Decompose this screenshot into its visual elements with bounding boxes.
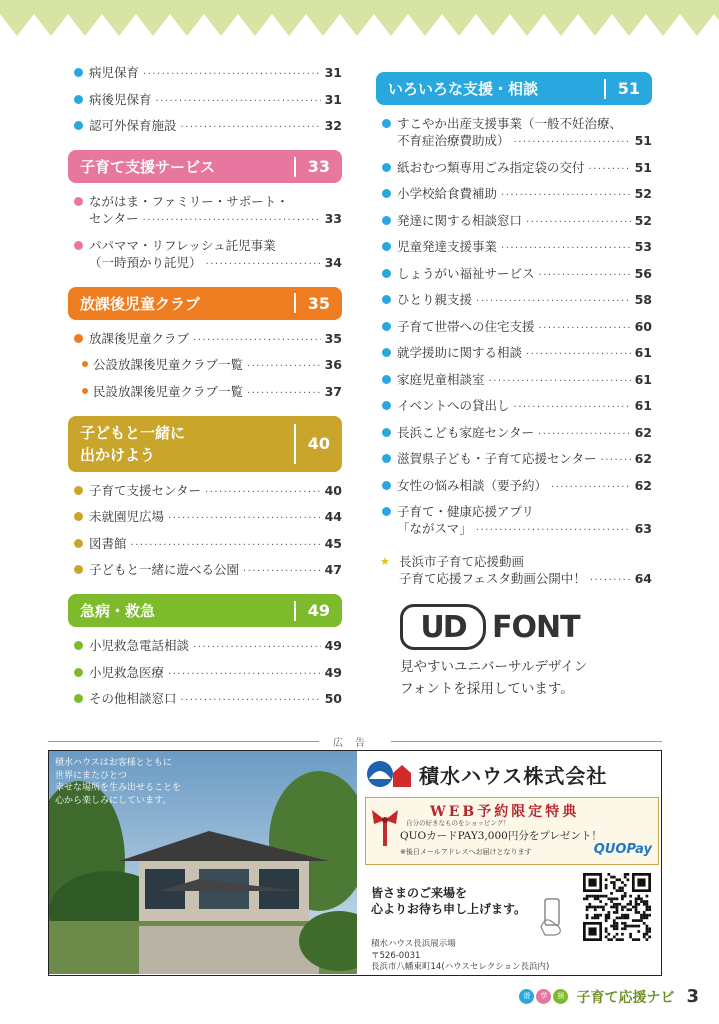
toc-item-label: 小児救急医療	[89, 664, 165, 680]
udfont-notice	[400, 604, 587, 700]
leader-dots	[601, 452, 631, 469]
toc-item-text	[89, 64, 342, 83]
ad-content	[365, 757, 659, 971]
ad-label: 広告	[333, 737, 377, 749]
bullet-dot-icon	[82, 361, 88, 367]
toc-item-label: 公設放課後児童クラブ一覧	[93, 357, 244, 372]
toc-item-text	[397, 477, 652, 496]
toc-item[interactable]	[68, 637, 342, 656]
section-title: いろいろな支援・相談	[388, 80, 539, 98]
left-column	[68, 64, 342, 717]
toc-item-page: 51	[634, 159, 652, 175]
bullet-dot-icon	[74, 334, 83, 343]
toc-item-label: パパママ・リフレッシュ託児事業	[89, 237, 276, 253]
toc-item-line	[93, 356, 342, 375]
toc-item-page: 61	[634, 345, 652, 360]
ribbon-icon	[368, 808, 402, 848]
toc-item-label: ながはま・ファミリー・サポート・	[89, 194, 289, 209]
toc-item-page: 61	[634, 398, 652, 413]
toc-item-label: 小学校給食費補助	[397, 186, 498, 201]
bullet-dot-icon	[74, 241, 83, 250]
toc-item-page: 64	[634, 571, 652, 586]
toc-item-page: 51	[634, 133, 652, 148]
toc-item-line	[89, 664, 342, 683]
toc-item[interactable]	[68, 330, 342, 349]
toc-item-line	[89, 330, 342, 349]
toc-item-text	[89, 508, 342, 527]
toc-item-line	[397, 132, 652, 151]
toc-item-text	[397, 503, 652, 539]
section-page-number: 40	[307, 434, 330, 453]
toc-item-label: 就学援助に関する相談	[397, 345, 523, 360]
udfont-desc-line1: 見やすいユニバーサルデザイン	[400, 659, 588, 675]
toc-item[interactable]	[68, 64, 342, 83]
section-title-line2: 出かけよう	[80, 445, 156, 464]
toc-item-label: ひとり親支援	[397, 292, 473, 307]
toc-item[interactable]	[376, 185, 652, 204]
toc-item-label: 病後児保育	[89, 91, 152, 107]
leader-dots	[526, 214, 631, 231]
toc-item-page: 35	[324, 330, 342, 346]
toc-item[interactable]	[68, 91, 342, 110]
footer-brand: 子育て応援ナビ	[576, 989, 675, 1006]
toc-item-line	[89, 254, 342, 273]
section-title-line1: 子どもと一緒に	[80, 423, 186, 442]
showroom-info	[371, 939, 549, 974]
toc-item-line	[397, 265, 652, 284]
leader-dots	[489, 373, 631, 390]
bullet-dot-icon	[382, 295, 391, 304]
udfont-logo-word: FONT	[492, 609, 580, 645]
toc-item[interactable]	[376, 450, 652, 469]
toc-item[interactable]	[376, 212, 652, 231]
toc-item[interactable]	[376, 553, 652, 589]
toc-item-page: 45	[324, 535, 342, 551]
ad-photo-caption-line: 心から楽しみにしています。	[55, 795, 172, 806]
toc-item-line	[397, 424, 652, 443]
toc-item-text	[397, 450, 652, 469]
bullet-dot-icon	[74, 539, 83, 548]
toc-item-page: 34	[324, 254, 342, 270]
leader-dots	[538, 426, 631, 443]
ad-label-line-left	[48, 741, 319, 742]
udfont-description	[400, 656, 587, 700]
bullet-dot-icon	[382, 322, 391, 331]
toc-item-text	[397, 344, 652, 363]
leader-dots	[168, 666, 321, 683]
bullet-dot-icon	[74, 512, 83, 521]
leader-dots	[131, 537, 321, 554]
bullet-dot-icon	[382, 348, 391, 357]
bullet-dot-icon	[382, 375, 391, 384]
toc-item-label: 小児救急電話相談	[89, 638, 190, 653]
toc-item-line	[397, 185, 652, 204]
section-header[interactable]	[68, 416, 342, 472]
sekisui-logo-icon	[365, 759, 413, 789]
leader-dots	[168, 510, 321, 527]
leader-dots	[247, 385, 321, 402]
toc-item-line	[89, 117, 342, 136]
top-zigzag-border	[0, 0, 719, 40]
toc-item-label: その他相談窓口	[89, 691, 177, 706]
section-page-number: 49	[307, 601, 330, 620]
section-header[interactable]	[68, 287, 342, 320]
toc-item-page: 62	[634, 451, 652, 466]
bullet-dot-icon	[74, 641, 83, 650]
toc-item-text	[397, 115, 652, 151]
leader-dots	[143, 212, 321, 229]
toc-item-line	[397, 318, 652, 337]
toc-item-text	[397, 318, 652, 337]
toc-item-text	[397, 238, 652, 257]
toc-item-label: 長浜市子育て応援動画	[399, 554, 525, 569]
section-title: 子育て支援サービス	[80, 158, 216, 176]
udfont-desc-line2: フォントを採用しています。	[400, 681, 574, 697]
toc-item-label-cont: （一時預かり託児）	[89, 254, 202, 270]
toc-item-label: 子育て支援センター	[89, 482, 202, 498]
toc-item[interactable]	[68, 535, 342, 554]
toc-item-line	[397, 503, 652, 520]
toc-item-line	[89, 64, 342, 83]
toc-item-page: 49	[324, 638, 342, 653]
toc-item-line	[397, 477, 652, 496]
toc-item[interactable]	[68, 237, 342, 273]
leader-dots	[205, 484, 321, 501]
leader-dots	[181, 119, 321, 136]
toc-item-line	[89, 237, 342, 254]
toc-item[interactable]	[68, 664, 342, 683]
toc-item-page: 33	[324, 211, 342, 226]
toc-item-label: 児童発達支援事業	[397, 239, 498, 254]
leader-dots	[526, 346, 631, 363]
toc-item-label: 認可外保育施設	[89, 118, 177, 133]
toc-item-line	[399, 570, 652, 589]
ad-label-line-right	[391, 741, 662, 742]
toc-item-line	[397, 212, 652, 231]
section-header-divider	[604, 79, 606, 99]
toc-item-line	[89, 193, 342, 210]
toc-item-line	[89, 637, 342, 656]
toc-item[interactable]	[376, 503, 652, 539]
leader-dots	[206, 256, 321, 273]
welcome-line2: 心よりお待ち申し上げます。	[371, 902, 527, 916]
toc-item-page: 61	[634, 371, 652, 387]
quo-pay-logo: QUOPay	[593, 842, 652, 857]
web-reservation-offer[interactable]	[365, 797, 659, 865]
showroom-name: 積水ハウス長浜展示場	[371, 939, 456, 949]
welcome-message	[371, 885, 526, 917]
bullet-dot-icon	[74, 486, 83, 495]
leader-dots	[476, 522, 631, 539]
footer-circle-icon: 学	[536, 989, 551, 1004]
bullet-dot-icon	[74, 95, 83, 104]
toc-item[interactable]	[376, 477, 652, 496]
toc-item-page: 62	[634, 424, 652, 440]
toc-item-page: 49	[324, 664, 342, 680]
toc-item-line	[397, 397, 652, 416]
web-offer-main: QUOカードPAY3,000円分をプレゼント！	[400, 830, 602, 842]
toc-item-line	[89, 508, 342, 527]
bullet-dot-icon	[382, 242, 391, 251]
bullet-dot-icon	[74, 694, 83, 703]
leader-dots	[247, 358, 321, 375]
toc-item-label-cont: 「ながスマ」	[397, 521, 472, 536]
toc-item[interactable]	[376, 291, 652, 310]
section-header-divider	[294, 293, 296, 313]
toc-item-line	[397, 115, 652, 132]
toc-item-page: 47	[324, 562, 342, 577]
toc-item-label: すこやか出産支援事業（一般不妊治療、	[397, 116, 623, 131]
bullet-dot-icon	[74, 565, 83, 574]
toc-item-page: 40	[324, 482, 342, 498]
bullet-dot-icon	[74, 668, 83, 677]
leader-dots	[539, 320, 631, 337]
welcome-line1: 皆さまのご来場を	[371, 886, 468, 900]
toc-item-text	[397, 371, 652, 390]
toc-item-label: 子育て世帯への住宅支援	[397, 318, 535, 334]
toc-item-text	[397, 397, 652, 416]
bullet-dot-icon	[382, 216, 391, 225]
leader-dots	[514, 134, 631, 151]
toc-item-text	[93, 356, 342, 375]
toc-item-text	[89, 535, 342, 554]
leader-dots	[193, 332, 321, 349]
toc-item-line	[89, 561, 342, 580]
sekisui-logo-row	[365, 757, 659, 791]
bullet-dot-icon	[382, 119, 391, 128]
toc-item-label-cont: 子育て応援フェスタ動画公開中！	[399, 571, 586, 586]
toc-item-page: 50	[324, 691, 342, 706]
toc-item-page: 32	[324, 118, 342, 133]
toc-item-label: 長浜こども家庭センター	[397, 424, 535, 440]
leader-dots	[551, 479, 631, 496]
section-page-number: 35	[307, 293, 330, 313]
toc-item-page: 63	[634, 521, 652, 536]
toc-item-page: 37	[324, 383, 342, 399]
toc-item-text	[397, 291, 652, 310]
toc-item-line	[397, 238, 652, 257]
bullet-dot-icon	[382, 481, 391, 490]
toc-item-text	[89, 237, 342, 273]
toc-item[interactable]	[376, 318, 652, 337]
toc-item-label: イベントへの貸出し	[397, 398, 510, 413]
leader-dots	[243, 563, 321, 580]
web-offer-subtitle: 自分の好きなものをショッピング！	[406, 819, 510, 827]
bullet-dot-icon	[382, 507, 391, 516]
section-header[interactable]	[68, 150, 342, 183]
leader-dots	[143, 66, 321, 83]
toc-item-line	[397, 371, 652, 390]
toc-item-text	[89, 637, 342, 656]
toc-item-label: 紙おむつ類専用ごみ指定袋の交付	[397, 159, 585, 175]
bullet-dot-icon	[74, 68, 83, 77]
toc-item-text	[89, 561, 342, 580]
toc-item-page: 60	[634, 318, 652, 334]
toc-item-label: 子育て・健康応援アプリ	[397, 504, 535, 519]
toc-item-label: 民設放課後児童クラブ一覧	[93, 383, 244, 399]
toc-item-text	[397, 185, 652, 204]
toc-item-text	[89, 117, 342, 136]
bullet-dot-icon	[382, 401, 391, 410]
toc-item-page: 58	[634, 292, 652, 307]
section-page-number: 33	[307, 157, 330, 176]
bullet-dot-icon	[382, 454, 391, 463]
web-offer-note: ※後日メールアドレスへお届けとなります	[400, 848, 532, 856]
leader-dots	[181, 692, 321, 709]
bullet-dot-icon	[382, 269, 391, 278]
ad-photo-caption-line: 幸せな場所を生み出せることを	[55, 783, 182, 793]
star-icon: ★	[380, 555, 390, 568]
toc-item-line	[89, 210, 342, 229]
toc-item-label: 未就園児広場	[89, 509, 165, 524]
section-header[interactable]	[376, 72, 652, 105]
leader-dots	[193, 639, 321, 656]
page-number: 3	[686, 986, 699, 1007]
section-title	[80, 422, 185, 466]
toc-item[interactable]	[376, 238, 652, 257]
footer-circle-icon: 遊	[519, 989, 534, 1004]
leader-dots	[514, 399, 631, 416]
toc-item-text	[89, 193, 342, 229]
leader-dots	[501, 187, 631, 204]
toc-item-page: 31	[324, 91, 342, 107]
toc-item-text	[397, 212, 652, 231]
toc-item[interactable]	[376, 265, 652, 284]
showroom-address: 長浜市八幡東町14(ハウスセレクション長浜内)	[371, 962, 550, 972]
toc-item-page: 52	[634, 212, 652, 228]
right-column	[376, 72, 652, 597]
bullet-dot-icon	[382, 428, 391, 437]
showroom-postal: 〒526-0031	[371, 950, 421, 961]
toc-item[interactable]	[376, 424, 652, 443]
toc-item-page: 31	[324, 65, 342, 80]
udfont-logo-ud: UD	[400, 604, 486, 650]
section-title: 急病・救急	[80, 602, 156, 620]
ad-photo-caption-line: 積水ハウスはお客様とともに	[55, 758, 172, 768]
bullet-dot-icon	[382, 189, 391, 198]
toc-item-page: 36	[324, 357, 342, 372]
section-title: 放課後児童クラブ	[80, 294, 201, 313]
toc-item-label: しょうがい福祉サービス	[397, 265, 535, 281]
toc-item-label: 女性の悩み相談（要予約）	[397, 477, 548, 493]
toc-item[interactable]	[376, 397, 652, 416]
toc-item-line	[397, 159, 652, 178]
toc-item[interactable]	[68, 356, 342, 375]
toc-item-label: 子どもと一緒に遊べる公園	[89, 562, 240, 577]
toc-item-text	[93, 383, 342, 402]
bullet-dot-icon	[74, 197, 83, 206]
leader-dots	[589, 161, 631, 178]
toc-item[interactable]	[68, 508, 342, 527]
toc-item[interactable]	[68, 690, 342, 709]
leader-dots	[501, 240, 631, 257]
ad-house-photo	[49, 751, 357, 974]
toc-item-text	[397, 424, 652, 443]
toc-item[interactable]	[376, 371, 652, 390]
toc-item-label-cont: センター	[89, 211, 139, 226]
toc-item-text	[397, 159, 652, 178]
section-header-divider	[294, 601, 296, 621]
toc-item-label: 放課後児童クラブ	[89, 330, 190, 346]
toc-item-line	[397, 520, 652, 539]
toc-item-line	[89, 690, 342, 709]
leader-dots	[590, 572, 631, 589]
toc-item-line	[399, 553, 652, 570]
toc-item-text	[89, 664, 342, 683]
ad-label-row	[48, 734, 662, 748]
section-header[interactable]	[68, 594, 342, 627]
section-header-divider	[294, 157, 296, 177]
ad-photo-caption-line: 世界にまたひとつ	[55, 770, 127, 781]
toc-item-text	[89, 330, 342, 349]
bullet-dot-icon	[382, 163, 391, 172]
leader-dots	[539, 267, 631, 284]
toc-item-label: 家庭児童相談室	[397, 371, 485, 387]
toc-item[interactable]	[68, 561, 342, 580]
footer-circles	[519, 989, 570, 1004]
section-page-number: 51	[617, 79, 640, 98]
toc-item-page: 44	[324, 509, 342, 524]
company-name: 積水ハウス株式会社	[419, 763, 608, 788]
toc-item-page: 52	[634, 186, 652, 201]
udfont-logo	[400, 604, 587, 650]
toc-item-text	[89, 91, 342, 110]
toc-item-label-cont: 不育症治療費助成）	[397, 133, 510, 148]
footer-circle-icon: 援	[553, 989, 568, 1004]
toc-item-page: 62	[634, 477, 652, 493]
toc-item-line	[397, 291, 652, 310]
web-offer-title: WEB予約限定特典	[430, 804, 580, 820]
toc-item-text	[89, 690, 342, 709]
toc-item[interactable]	[68, 482, 342, 501]
section-header-divider	[294, 424, 296, 464]
toc-item-line	[93, 383, 342, 402]
toc-item[interactable]	[68, 117, 342, 136]
advertisement[interactable]	[48, 750, 662, 976]
toc-item-label: 滋賀県子ども・子育て応援センター	[397, 451, 597, 466]
toc-item[interactable]	[68, 193, 342, 229]
toc-item-line	[89, 535, 342, 554]
toc-item-text	[89, 482, 342, 501]
leader-dots	[156, 93, 321, 110]
toc-item-label: 発達に関する相談窓口	[397, 212, 523, 228]
bullet-dot-icon	[74, 121, 83, 130]
toc-item-page: 56	[634, 265, 652, 281]
toc-item-text	[399, 553, 652, 589]
toc-item[interactable]	[68, 383, 342, 402]
page-footer	[519, 986, 699, 1007]
toc-item-line	[89, 482, 342, 501]
qr-code[interactable]	[583, 873, 651, 941]
leader-dots	[476, 293, 631, 310]
toc-item-line	[397, 450, 652, 469]
toc-item[interactable]	[376, 159, 652, 178]
toc-item-page: 53	[634, 239, 652, 254]
toc-item-line	[89, 91, 342, 110]
toc-item-label: 図書館	[89, 535, 127, 551]
bullet-dot-icon	[82, 388, 88, 394]
toc-item[interactable]	[376, 115, 652, 151]
toc-item-line	[397, 344, 652, 363]
smartphone-hand-icon	[539, 897, 565, 937]
ad-photo-caption	[55, 757, 181, 807]
toc-item-text	[397, 265, 652, 284]
toc-item-label: 病児保育	[89, 65, 140, 80]
toc-item[interactable]	[376, 344, 652, 363]
